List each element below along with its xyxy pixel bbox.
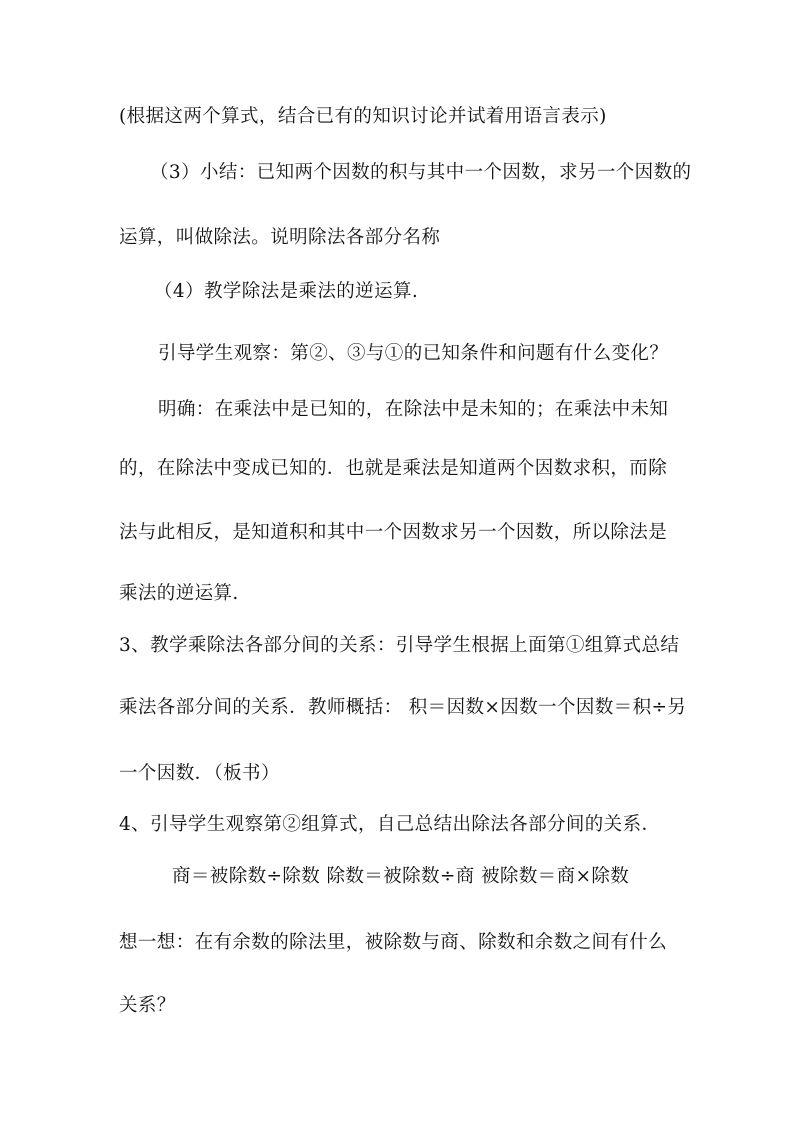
text-line-6: 明确：在乘法中是已知的，在除法中是未知的；在乘法中未知 — [158, 399, 669, 420]
text-line-5: 引导学生观察：第②、③与①的已知条件和问题有什么变化？ — [158, 343, 669, 364]
text-line-9: 乘法的逆运算. — [119, 583, 239, 604]
text-line-12: 一个因数．（板书） — [119, 763, 280, 784]
text-line-16: 关系？ — [119, 995, 176, 1016]
text-line-8: 法与此相反，是知道积和其中一个因数求另一个因数，所以除法是 — [119, 522, 668, 543]
text-line-13: 4、引导学生观察第②组算式，自己总结出除法各部分间的关系． — [119, 814, 661, 835]
text-line-14: 商＝被除数÷除数 除数＝被除数÷商 被除数＝商×除数 — [172, 866, 630, 887]
text-line-3: 运算，叫做除法。说明除法各部分名称 — [119, 227, 441, 248]
text-line-11: 乘法各部分间的关系．教师概括： 积＝因数×因数一个因数＝积÷另 — [119, 697, 687, 718]
text-line-4: （4）教学除法是乘法的逆运算. — [154, 281, 419, 302]
text-line-10: 3、教学乘除法各部分间的关系：引导学生根据上面第①组算式总结 — [119, 635, 680, 656]
text-line-1: (根据这两个算式，结合已有的知识讨论并试着用语言表示) — [119, 106, 607, 127]
text-line-7: 的，在除法中变成已知的．也就是乘法是知道两个因数求积，而除 — [119, 458, 668, 479]
text-line-15: 想一想：在有余数的除法里，被除数与商、除数和余数之间有什么 — [119, 932, 668, 953]
text-line-2: （3）小结：已知两个因数的积与其中一个因数，求另一个因数的 — [150, 162, 692, 183]
